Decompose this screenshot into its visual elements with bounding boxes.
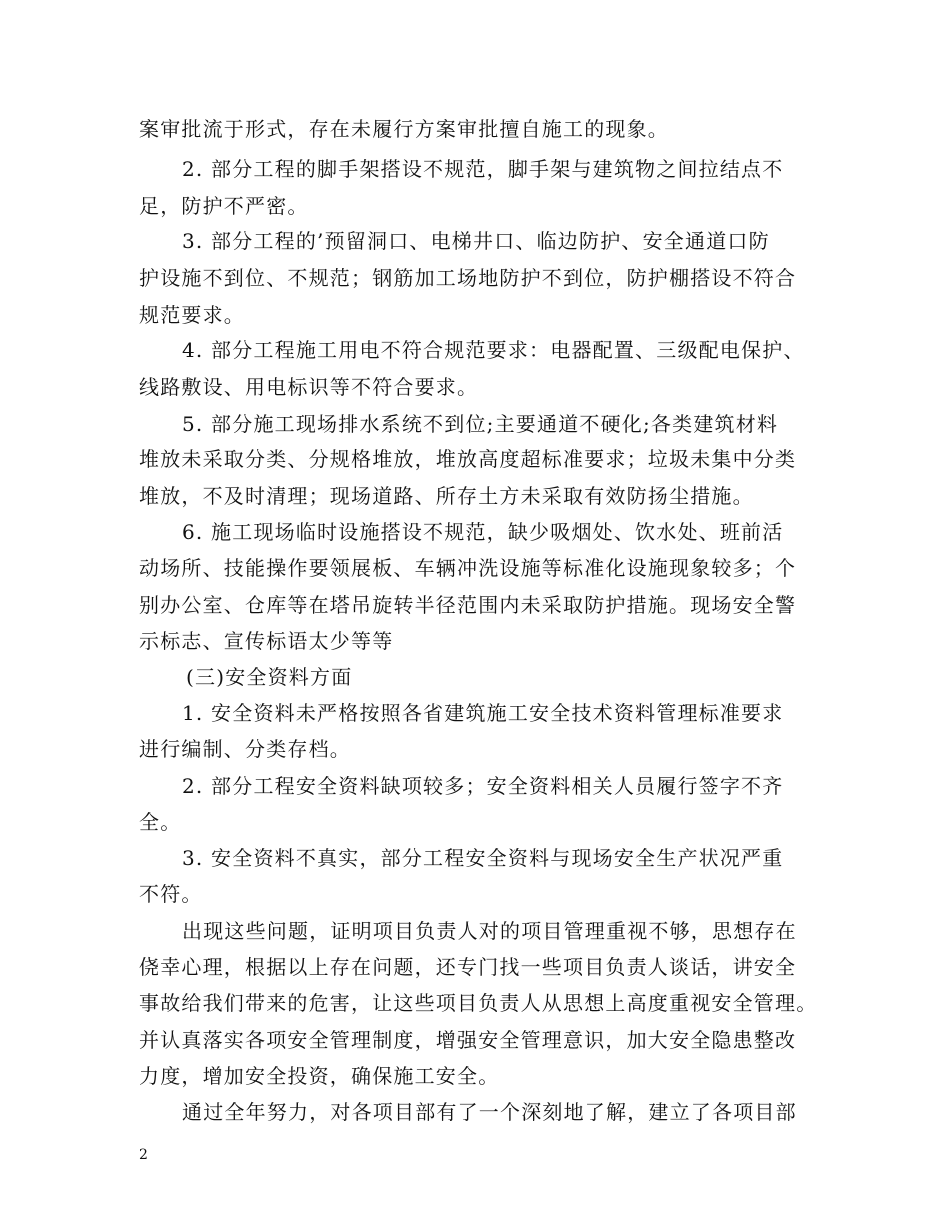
text-line: 规范要求。	[139, 303, 245, 327]
text-line: 3. 部分工程的’预留洞口、电梯井口、临边防护、安全通道口防	[182, 229, 770, 253]
text-line: 1. 安全资料未严格按照各省建筑施工安全技术资料管理标准要求	[182, 701, 784, 725]
text-line: 堆放，不及时清理；现场道路、所存土方未采取有效防扬尘措施。	[139, 484, 754, 508]
text-line: 全。	[139, 810, 182, 834]
text-line: 线路敷设、用电标识等不符合要求。	[139, 375, 479, 399]
text-line: 进行编制、分类存档。	[139, 737, 351, 761]
text-line: 侥幸心理，根据以上存在问题，还专门找一些项目负责人谈话，讲安全	[139, 955, 797, 979]
text-line: 5. 部分施工现场排水系统不到位;主要通道不硬化;各类建筑材料	[182, 412, 779, 436]
text-line: 2. 部分工程的脚手架搭设不规范，脚手架与建筑物之间拉结点不	[182, 157, 784, 181]
text-line: 动场所、技能操作要领展板、车辆冲洗设施等标准化设施现象较多；个	[139, 556, 797, 580]
text-line: 6. 施工现场临时设施搭设不规范，缺少吸烟处、饮水处、班前活	[182, 520, 784, 544]
page-number: 2	[139, 1147, 148, 1163]
text-line: 事故给我们带来的危害，让这些项目负责人从思想上高度重视安全管理。	[139, 991, 818, 1015]
text-line: 案审批流于形式，存在未履行方案审批擅自施工的现象。	[139, 117, 669, 141]
text-line: 堆放未采取分类、分规格堆放，堆放高度超标准要求；垃圾未集中分类	[139, 447, 797, 471]
text-line: 并认真落实各项安全管理制度，增强安全管理意识，加大安全隐患整改	[139, 1028, 797, 1052]
text-line: 通过全年努力，对各项目部有了一个深刻地了解，建立了各项目部	[182, 1100, 797, 1124]
text-line: 3. 安全资料不真实，部分工程安全资料与现场安全生产状况严重	[182, 846, 784, 870]
text-line: 示标志、宣传标语太少等等	[139, 629, 394, 653]
text-line: 护设施不到位、不规范；钢筋加工场地防护不到位，防护棚搭设不符合	[139, 266, 797, 290]
text-line: 2. 部分工程安全资料缺项较多；安全资料相关人员履行签字不齐	[182, 774, 784, 798]
text-line: 别办公室、仓库等在塔吊旋转半径范围内未采取防护措施。现场安全警	[139, 593, 797, 617]
text-line: 出现这些问题，证明项目负责人对的项目管理重视不够，思想存在	[182, 919, 797, 943]
text-line: 力度，增加安全投资，确保施工安全。	[139, 1064, 500, 1088]
text-line: 不符。	[139, 882, 203, 906]
text-line: 4. 部分工程施工用电不符合规范要求：电器配置、三级配电保护、	[182, 338, 805, 362]
text-line: 足，防护不严密。	[139, 194, 309, 218]
section-heading: (三)安全资料方面	[186, 665, 353, 689]
